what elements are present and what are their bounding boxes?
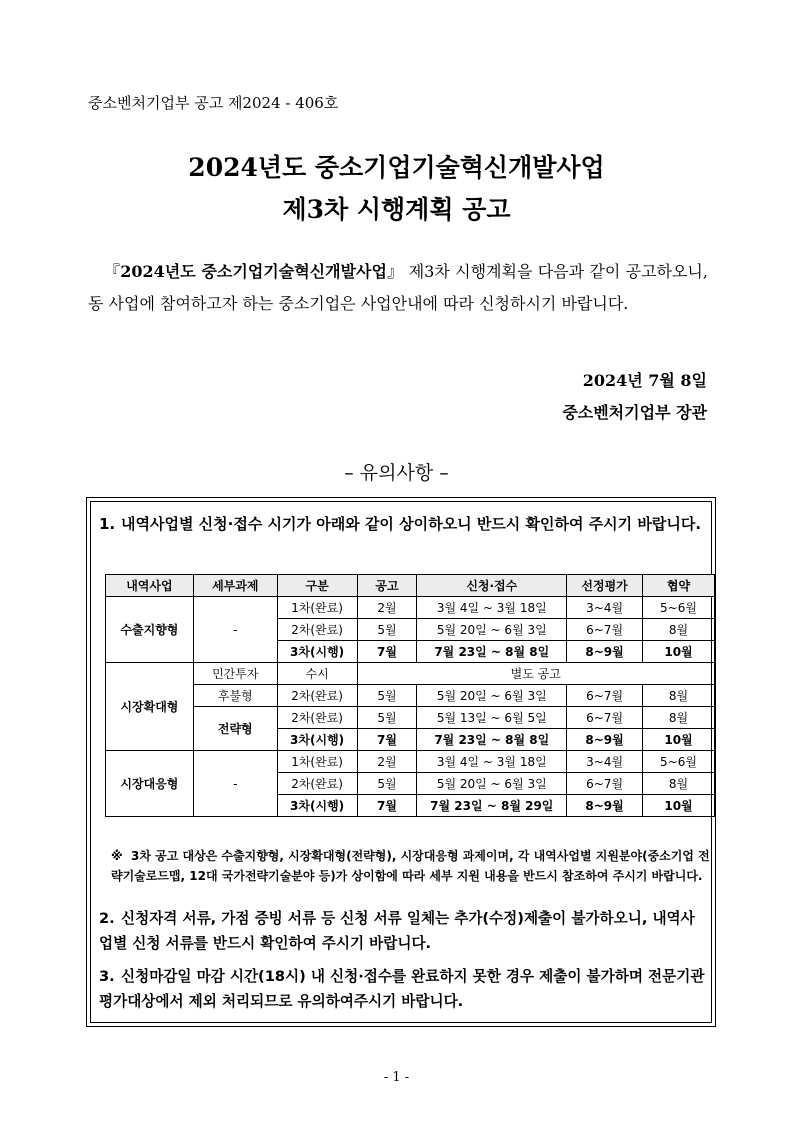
header-cell: 선정평가 bbox=[567, 575, 643, 597]
table-cell: 2차(완료) bbox=[277, 619, 357, 641]
table-cell: 6~7월 bbox=[567, 619, 643, 641]
table-cell: 2차(완료) bbox=[277, 707, 357, 729]
subtask-cell: 후불형 bbox=[193, 685, 277, 707]
table-cell: 8월 bbox=[643, 685, 715, 707]
table-cell: 5월 bbox=[357, 773, 417, 795]
table-cell: 8월 bbox=[643, 707, 715, 729]
table-cell: 2차(완료) bbox=[277, 773, 357, 795]
table-cell: 6~7월 bbox=[567, 773, 643, 795]
table-row bbox=[106, 751, 715, 773]
table-cell: 8월 bbox=[643, 619, 715, 641]
item-text: 신청자격 서류, 가점 증빙 서류 등 신청 서류 일체는 추가(수정)제출이 불가하오니, 내역사업별 신청 서류를 반드시 확인하여 주시기 바랍니다. bbox=[99, 910, 695, 952]
table-cell: 2월 bbox=[357, 751, 417, 773]
table-cell: 수시 bbox=[277, 663, 357, 685]
table-cell: 8~9월 bbox=[567, 729, 643, 751]
caution-box-inner bbox=[90, 501, 712, 1023]
caution-title: – 유의사항 – bbox=[344, 462, 449, 484]
schedule-table bbox=[105, 574, 715, 817]
program-name: 2024년도 중소기업기술혁신개발사업 bbox=[120, 262, 387, 281]
subtask-cell: 전략형 bbox=[193, 707, 277, 751]
table-cell: 3차(시행) bbox=[277, 729, 357, 751]
caution-item-2 bbox=[99, 906, 705, 956]
subtask-cell: - bbox=[193, 597, 277, 663]
caution-item-1 bbox=[99, 512, 705, 537]
table-cell: 3~4월 bbox=[567, 597, 643, 619]
table-cell: 3차(시행) bbox=[277, 795, 357, 817]
program-cell: 시장확대형 bbox=[106, 663, 194, 751]
table-cell: 7월 bbox=[357, 729, 417, 751]
announcement-date: 2024년 7월 8일 bbox=[582, 371, 707, 390]
table-cell: 5월 bbox=[357, 619, 417, 641]
notice-number: 중소벤처기업부 공고 제2024 - 406호 bbox=[88, 94, 339, 112]
bracket-close: 』 bbox=[386, 262, 404, 281]
document-title-line2: 제3차 시행계획 공고 bbox=[282, 195, 511, 224]
table-cell: 별도 공고 bbox=[357, 663, 714, 685]
header-cell: 구분 bbox=[277, 575, 357, 597]
table-cell: 6~7월 bbox=[567, 707, 643, 729]
header-cell: 공고 bbox=[357, 575, 417, 597]
table-cell: 5월 20일 ~ 6월 3일 bbox=[417, 619, 567, 641]
subtask-cell: 민간투자 bbox=[193, 663, 277, 685]
table-cell: 7월 23일 ~ 8월 29일 bbox=[417, 795, 567, 817]
signer: 중소벤처기업부 장관 bbox=[562, 403, 707, 422]
bracket-open: 『 bbox=[104, 262, 121, 281]
table-row bbox=[106, 597, 715, 619]
table-cell: 3월 4일 ~ 3월 18일 bbox=[417, 751, 567, 773]
header-cell: 세부과제 bbox=[193, 575, 277, 597]
table-cell: 10월 bbox=[643, 795, 715, 817]
table-cell: 1차(완료) bbox=[277, 751, 357, 773]
table-row bbox=[106, 685, 715, 707]
note-mark: ※ bbox=[111, 849, 123, 863]
table-footnote bbox=[111, 846, 711, 886]
table-header-row bbox=[106, 575, 715, 597]
intro-body: 제3차 시행계획을 다음과 같이 공고하오니, 동 사업에 참여하고자 하는 중소기업은 사업안내에 따라 신청하시기 바랍니다. bbox=[88, 262, 708, 313]
item-text: 내역사업별 신청·접수 시기가 아래와 같이 상이하오니 반드시 확인하여 주시기 바랍니다. bbox=[121, 515, 702, 533]
item-number: 1. bbox=[99, 515, 116, 533]
table-cell: 10월 bbox=[643, 729, 715, 751]
table-cell: 6~7월 bbox=[567, 685, 643, 707]
header-cell: 내역사업 bbox=[106, 575, 194, 597]
program-cell: 시장대응형 bbox=[106, 751, 194, 817]
header-cell: 협약 bbox=[643, 575, 715, 597]
table-cell: 5월 bbox=[357, 685, 417, 707]
table-cell: 7월 bbox=[357, 641, 417, 663]
table-cell: 5~6월 bbox=[643, 751, 715, 773]
table-cell: 3~4월 bbox=[567, 751, 643, 773]
table-cell: 3차(시행) bbox=[277, 641, 357, 663]
table-cell: 5~6월 bbox=[643, 597, 715, 619]
page-number: - 1 - bbox=[383, 1070, 410, 1085]
caution-box bbox=[86, 497, 716, 1027]
table-cell: 5월 bbox=[357, 707, 417, 729]
program-cell: 수출지향형 bbox=[106, 597, 194, 663]
item-number: 3. bbox=[99, 968, 115, 985]
document-title-line1: 2024년도 중소기업기술혁신개발사업 bbox=[188, 153, 605, 182]
table-cell: 10월 bbox=[643, 641, 715, 663]
table-cell: 3월 4일 ~ 3월 18일 bbox=[417, 597, 567, 619]
table-cell: 2월 bbox=[357, 597, 417, 619]
table-cell: 2차(완료) bbox=[277, 685, 357, 707]
table-cell: 8월 bbox=[643, 773, 715, 795]
table-row bbox=[106, 663, 715, 685]
table-cell: 7월 23일 ~ 8월 8일 bbox=[417, 641, 567, 663]
item-number: 2. bbox=[99, 910, 115, 927]
item-text: 신청마감일 마감 시간(18시) 내 신청·접수를 완료하지 못한 경우 제출이 불가하며 전문기관 평가대상에서 제외 처리되므로 유의하여주시기 바랍니다. bbox=[99, 968, 705, 1010]
table-cell: 7월 bbox=[357, 795, 417, 817]
table-cell: 1차(완료) bbox=[277, 597, 357, 619]
table-cell: 7월 23일 ~ 8월 8일 bbox=[417, 729, 567, 751]
subtask-cell: - bbox=[193, 751, 277, 817]
note-text: 3차 공고 대상은 수출지향형, 시장확대형(전략형), 시장대응형 과제이며, 각 내역사업별 지원분야(중소기업 전략기술로드맵, 12대 국가전략기술분야 등)가 상이함에 따라 세부 지원 내용을 반드시 참조하여 주시기 바랍니다. bbox=[111, 849, 710, 883]
table-row bbox=[106, 707, 715, 729]
table-cell: 5월 20일 ~ 6월 3일 bbox=[417, 773, 567, 795]
header-cell: 신청·접수 bbox=[417, 575, 567, 597]
caution-item-3 bbox=[99, 964, 705, 1014]
table-cell: 8~9월 bbox=[567, 795, 643, 817]
table-cell: 8~9월 bbox=[567, 641, 643, 663]
table-cell: 5월 13일 ~ 6월 5일 bbox=[417, 707, 567, 729]
table-cell: 5월 20일 ~ 6월 3일 bbox=[417, 685, 567, 707]
intro-paragraph bbox=[88, 256, 708, 320]
